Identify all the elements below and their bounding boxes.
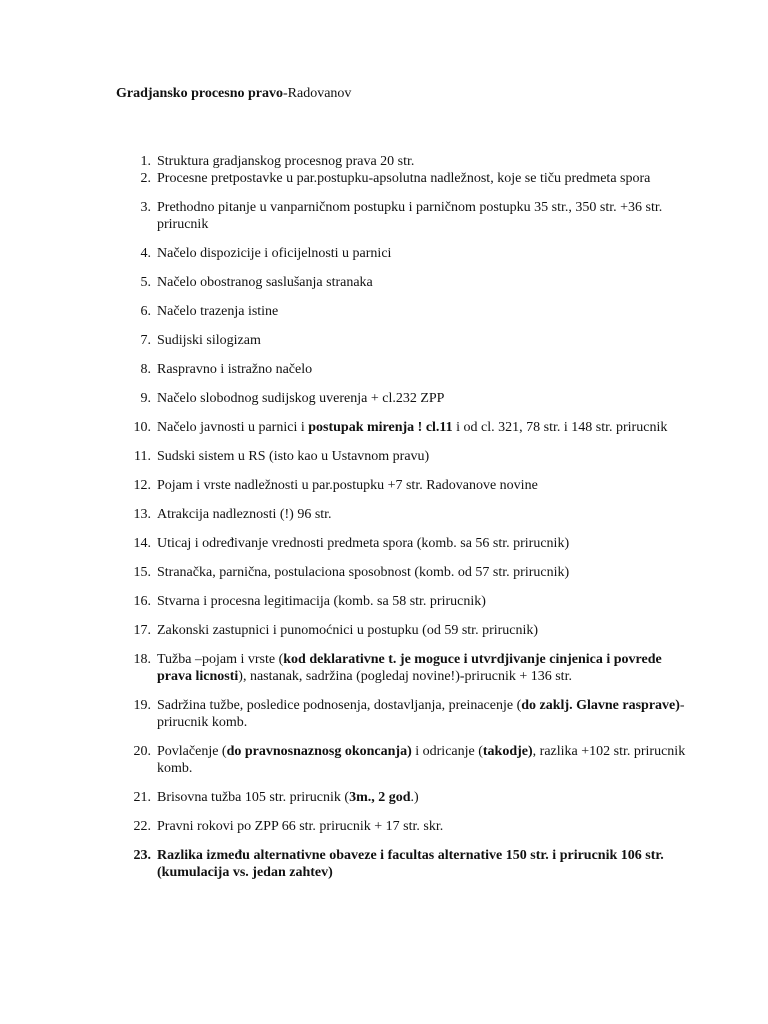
list-item-text [157,245,700,262]
text-run: Stranačka, parnična, postulaciona sposobnost (komb. od 57 str. prirucnik) [157,565,570,580]
list-item [0,818,700,835]
list-item-number: 18. [133,652,151,667]
text-run: i od cl. 321, 78 str. i 148 str. prirucnik [452,420,668,435]
text-run: Brisovna tužba 105 str. prirucnik ( [157,790,350,805]
list-item-text [157,419,700,436]
bold-text: takodje) [482,744,533,759]
list-item-text [157,361,700,378]
list-item-number: 10. [133,420,151,435]
list-item [0,153,700,170]
text-run: Zakonski zastupnici i punomoćnici u postupku (od 59 str. prirucnik) [157,623,539,638]
list-item-number: 5. [140,275,151,290]
list-item-number: 13. [133,507,151,522]
list-item [0,535,700,552]
bold-text: postupak mirenja ! cl.11 [308,420,453,435]
list-item [0,199,700,233]
list-item-text [157,390,700,407]
list-item-number: 4. [140,246,151,261]
text-run: , razlika +102 str. prirucnik komb. [157,744,686,776]
list-item-number: 19. [133,698,151,713]
list-item-text [157,153,700,170]
list-item-number: 9. [140,391,151,406]
list-item [0,419,700,436]
bold-text: do zaklj. Glavne rasprave) [521,698,680,713]
list-item-text [157,303,700,320]
list-item [0,303,700,320]
text-run: Načelo javnosti u parnici i [157,420,309,435]
list-item-number: 14. [133,536,151,551]
title-author-part: -Radovanov [282,86,352,101]
list-item-text [157,199,700,233]
list-item [0,743,700,777]
text-run: Sudski sistem u RS (isto kao u Ustavnom pravu) [157,449,430,464]
list-item [0,170,700,187]
list-item-number: 17. [133,623,151,638]
list-item-number: 22. [133,819,151,834]
list-item [0,477,700,494]
text-run: Načelo dispozicije i oficijelnosti u parnici [157,246,392,261]
bold-text: do pravnosnaznosg okoncanja) [226,744,412,759]
bold-text: kod deklarativne t. je moguce i utvrdjivanje cinjenica i povrede prava licnosti [157,652,662,684]
list-item-number: 16. [133,594,151,609]
text-run: Raspravno i istražno načelo [157,362,313,377]
topic-list [0,153,700,893]
list-item-text [157,506,700,523]
list-item-text [157,651,700,685]
text-run: Struktura gradjanskog procesnog prava 20 str. [157,154,415,169]
list-item-text [157,818,700,835]
text-run: i odricanje ( [411,744,483,759]
list-item-text [157,274,700,291]
list-item-number: 15. [133,565,151,580]
text-run: Tužba –pojam i vrste ( [157,652,284,667]
text-run: Razlika između alternativne obaveze i facultas alternative 150 str. i prirucnik 106 str. (kumulacija vs. jedan zahtev) [157,848,664,880]
text-run: Načelo trazenja istine [157,304,279,319]
list-item [0,847,700,881]
text-run: Načelo slobodnog sudijskog uverenja + cl.232 ZPP [157,391,445,406]
list-item [0,593,700,610]
list-item [0,390,700,407]
list-item-number: 8. [140,362,151,377]
list-item-text [157,847,700,881]
list-item-text [157,622,700,639]
list-item [0,448,700,465]
text-run: ), nastanak, sadržina (pogledaj novine!)-prirucnik + 136 str. [238,669,572,684]
text-run: Procesne pretpostavke u par.postupku-apsolutna nadležnost, koje se tiču predmeta spora [157,171,651,186]
text-run: Povlačenje ( [157,744,227,759]
list-item-number: 12. [133,478,151,493]
list-item-number: 3. [140,200,151,215]
list-item [0,697,700,731]
text-run: Atrakcija nadleznosti (!) 96 str. [157,507,332,522]
document-title [116,85,351,103]
text-run: Prethodno pitanje u vanparničnom postupku i parničnom postupku 35 str., 350 str. +36 str. prirucnik [157,200,663,232]
text-run: Stvarna i procesna legitimacija (komb. sa 58 str. prirucnik) [157,594,486,609]
list-item-text [157,448,700,465]
list-item [0,506,700,523]
list-item-text [157,564,700,581]
list-item-text [157,697,700,731]
text-run: .) [410,790,419,805]
text-run: Pravni rokovi po ZPP 66 str. prirucnik + 17 str. skr. [157,819,444,834]
list-item-text [157,332,700,349]
list-item-number: 2. [140,171,151,186]
list-item-number: 6. [140,304,151,319]
list-item [0,789,700,806]
list-item-text [157,789,700,806]
list-item [0,564,700,581]
list-item [0,622,700,639]
list-item-number: 23. [133,848,151,863]
text-run: Načelo obostranog saslušanja stranaka [157,275,373,290]
list-item [0,651,700,685]
list-item-number: 11. [134,449,151,464]
list-item [0,245,700,262]
bold-text: 3m., 2 god [349,790,411,805]
list-item-text [157,535,700,552]
list-item-text [157,743,700,777]
list-item-text [157,170,700,187]
list-item-number: 7. [140,333,151,348]
text-run: Sadržina tužbe, posledice podnosenja, dostavljanja, preinacenje ( [157,698,522,713]
text-run: Uticaj i određivanje vrednosti predmeta spora (komb. sa 56 str. prirucnik) [157,536,570,551]
text-run: -prirucnik komb. [157,698,685,730]
list-item-number: 20. [133,744,151,759]
list-item-text [157,477,700,494]
text-run: Sudijski silogizam [157,333,261,348]
list-item-text [157,593,700,610]
list-item-number: 21. [133,790,151,805]
list-item [0,332,700,349]
list-item-number: 1. [140,154,151,169]
list-item [0,361,700,378]
list-item [0,274,700,291]
title-bold-part: Gradjansko procesno pravo [116,86,283,101]
text-run: Pojam i vrste nadležnosti u par.postupku +7 str. Radovanove novine [157,478,538,493]
